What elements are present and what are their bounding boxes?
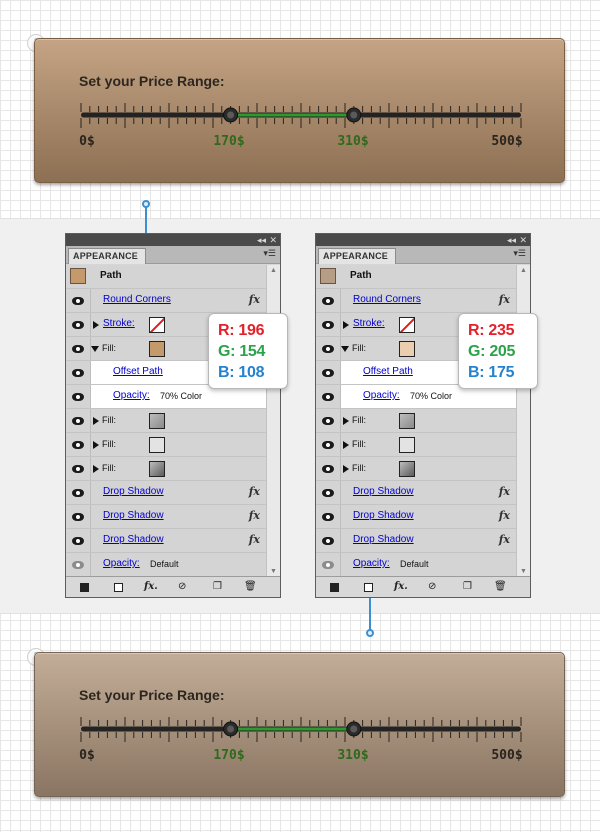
square-icon[interactable]	[114, 583, 123, 592]
clear-icon[interactable]: ⊘	[428, 581, 437, 592]
visibility-eye-icon[interactable]	[72, 345, 84, 353]
appearance-row-round-corners[interactable]	[316, 289, 516, 313]
drop-shadow-link[interactable]: Drop Shadow	[353, 534, 414, 545]
connector-line-left	[145, 205, 147, 235]
path-thumbnail	[70, 268, 86, 284]
collapse-triangle-icon[interactable]	[91, 346, 99, 352]
stroke-none-swatch[interactable]	[399, 317, 415, 333]
visibility-eye-icon[interactable]	[322, 489, 334, 497]
visibility-eye-icon[interactable]	[322, 297, 334, 305]
round-corners-link[interactable]: Round Corners	[353, 294, 421, 305]
expand-triangle-icon[interactable]	[343, 441, 349, 449]
slider-handle-low-inner	[227, 726, 234, 733]
rgb-red-value: R: 196	[218, 322, 265, 339]
close-icon[interactable]: ✕	[269, 235, 277, 245]
visibility-eye-icon[interactable]	[72, 369, 84, 377]
stroke-none-swatch[interactable]	[149, 317, 165, 333]
fill-swatch[interactable]	[399, 341, 415, 357]
appearance-row-fill-4[interactable]	[66, 457, 266, 481]
fill-label: Fill:	[102, 463, 116, 473]
visibility-eye-icon[interactable]	[72, 417, 84, 425]
connector-dot-left	[142, 200, 150, 208]
fill-label: Fill:	[352, 439, 366, 449]
label-min: 0$	[79, 748, 95, 763]
label-low: 170$	[213, 134, 245, 149]
path-thumbnail	[320, 268, 336, 284]
offset-path-link[interactable]: Offset Path	[363, 366, 413, 377]
collapse-icon[interactable]: ◂◂	[506, 235, 516, 245]
price-slider-card-1	[34, 38, 565, 183]
tab-appearance[interactable]: APPEARANCE	[318, 248, 396, 264]
scroll-down-icon[interactable]: ▼	[520, 568, 527, 575]
visibility-eye-icon[interactable]	[322, 465, 334, 473]
appearance-list	[316, 265, 516, 577]
opacity-value: 70% Color	[160, 391, 203, 401]
expand-triangle-icon[interactable]	[93, 465, 99, 473]
appearance-row-drop-shadow-1[interactable]	[66, 481, 266, 505]
opacity-value: 70% Color	[410, 391, 453, 401]
stroke-link[interactable]: Stroke:	[103, 318, 135, 329]
slider-active-range	[231, 728, 354, 731]
fill-swatch[interactable]	[399, 437, 415, 453]
expand-triangle-icon[interactable]	[93, 441, 99, 449]
visibility-eye-icon[interactable]	[322, 417, 334, 425]
new-art-icon[interactable]	[330, 583, 339, 592]
drop-shadow-link[interactable]: Drop Shadow	[353, 486, 414, 497]
expand-triangle-icon[interactable]	[93, 321, 99, 329]
visibility-eye-icon[interactable]	[322, 393, 334, 401]
expand-triangle-icon[interactable]	[343, 465, 349, 473]
drop-shadow-link[interactable]: Drop Shadow	[353, 510, 414, 521]
visibility-eye-icon[interactable]	[72, 297, 84, 305]
opacity-link[interactable]: Opacity:	[113, 390, 150, 401]
slider-handle-high[interactable]	[347, 108, 361, 122]
visibility-eye-icon[interactable]	[72, 393, 84, 401]
visibility-eye-icon[interactable]	[72, 513, 84, 521]
appearance-panel-2	[315, 233, 531, 598]
fill-label: Fill:	[352, 463, 366, 473]
visibility-eye-icon[interactable]	[322, 345, 334, 353]
rgb-blue-value: B: 108	[218, 364, 265, 381]
visibility-eye-icon[interactable]	[322, 441, 334, 449]
clear-icon[interactable]: ⊘	[178, 581, 187, 592]
slider-handle-high-inner	[350, 112, 357, 119]
appearance-row-path[interactable]	[316, 265, 516, 289]
appearance-row-drop-shadow-2[interactable]	[316, 505, 516, 529]
fx-icon[interactable]: fx	[498, 293, 510, 306]
visibility-eye-icon[interactable]	[72, 321, 84, 329]
trash-icon[interactable]: 🗑	[244, 581, 257, 592]
label-high: 310$	[337, 748, 369, 763]
panel-menu-icon[interactable]: ▾☰	[263, 248, 276, 258]
price-slider-card-2	[34, 652, 565, 797]
fx-icon[interactable]: fx	[498, 533, 510, 546]
square-icon[interactable]	[364, 583, 373, 592]
fill-swatch[interactable]	[399, 461, 415, 477]
collapse-icon[interactable]: ◂◂	[256, 235, 266, 245]
path-label: Path	[350, 270, 372, 281]
connector-line-right	[369, 598, 371, 632]
fill-label: Fill:	[102, 439, 116, 449]
fill-label: Fill:	[352, 343, 366, 353]
scroll-down-icon[interactable]: ▼	[270, 568, 277, 575]
appearance-row-round-corners[interactable]	[66, 289, 266, 313]
path-label: Path	[100, 270, 122, 281]
fill-swatch[interactable]	[149, 341, 165, 357]
appearance-list	[66, 265, 266, 577]
fill-swatch[interactable]	[149, 437, 165, 453]
slider-handle-low[interactable]	[224, 722, 238, 736]
fill-swatch[interactable]	[149, 461, 165, 477]
slider-handle-low-inner	[227, 112, 234, 119]
appearance-row-fill-3[interactable]	[66, 433, 266, 457]
panel-titlebar[interactable]	[316, 234, 530, 246]
label-max: 500$	[491, 134, 523, 149]
opacity-link[interactable]: Opacity:	[363, 390, 400, 401]
appearance-panel-1	[65, 233, 281, 598]
slider-ruler[interactable]	[79, 715, 523, 745]
visibility-eye-icon[interactable]	[72, 465, 84, 473]
fx-icon[interactable]: fx	[248, 485, 260, 498]
fx-icon[interactable]: fx	[248, 293, 260, 306]
connector-dot-right	[366, 629, 374, 637]
expand-triangle-icon[interactable]	[93, 417, 99, 425]
appearance-row-drop-shadow-2[interactable]	[66, 505, 266, 529]
tab-appearance[interactable]: APPEARANCE	[68, 248, 146, 264]
rgb-blue-value: B: 175	[468, 364, 515, 381]
slider-handle-high[interactable]	[347, 722, 361, 736]
scroll-up-icon[interactable]: ▲	[270, 267, 277, 274]
panel-tab-row	[66, 246, 280, 264]
label-high: 310$	[337, 134, 369, 149]
opacity-value: Default	[400, 559, 429, 569]
slider-handle-high-inner	[350, 726, 357, 733]
fx-icon[interactable]: fx	[248, 509, 260, 522]
rgb-green-value: G: 154	[218, 343, 266, 360]
panel-footer	[66, 576, 280, 597]
opacity-link[interactable]: Opacity:	[353, 558, 390, 569]
appearance-row-fill-2[interactable]	[66, 409, 266, 433]
offset-path-link[interactable]: Offset Path	[113, 366, 163, 377]
fx-icon[interactable]: fx	[498, 509, 510, 522]
fx-icon[interactable]: fx	[498, 485, 510, 498]
rgb-red-value: R: 235	[468, 322, 515, 339]
appearance-row-fill-4[interactable]	[316, 457, 516, 481]
fx-icon[interactable]: fx	[248, 533, 260, 546]
appearance-row-opacity-bottom[interactable]	[316, 553, 516, 577]
fx-menu-icon[interactable]: fx.	[144, 581, 158, 592]
panel-menu-icon[interactable]: ▾☰	[513, 248, 526, 258]
panel-tab-row	[316, 246, 530, 264]
trash-icon[interactable]: 🗑	[494, 581, 507, 592]
rgb-tooltip-2	[458, 313, 538, 389]
opacity-link[interactable]: Opacity:	[103, 558, 140, 569]
duplicate-icon[interactable]: ❐	[213, 581, 222, 592]
panel-titlebar[interactable]	[66, 234, 280, 246]
visibility-eye-icon[interactable]	[322, 369, 334, 377]
appearance-row-drop-shadow-3[interactable]	[316, 529, 516, 553]
panel-scrollbar[interactable]	[266, 265, 280, 577]
fx-menu-icon[interactable]: fx.	[394, 581, 408, 592]
scroll-up-icon[interactable]: ▲	[520, 267, 527, 274]
label-max: 500$	[491, 748, 523, 763]
slider-active-range	[231, 114, 354, 117]
appearance-row-fill-2[interactable]	[316, 409, 516, 433]
close-icon[interactable]: ✕	[519, 235, 527, 245]
visibility-eye-icon[interactable]	[322, 561, 334, 569]
visibility-eye-icon[interactable]	[322, 513, 334, 521]
visibility-eye-icon[interactable]	[72, 537, 84, 545]
fill-label: Fill:	[352, 415, 366, 425]
stroke-link[interactable]: Stroke:	[353, 318, 385, 329]
panel-scrollbar[interactable]	[516, 265, 530, 577]
duplicate-icon[interactable]: ❐	[463, 581, 472, 592]
panel-footer	[316, 576, 530, 597]
fill-swatch[interactable]	[149, 413, 165, 429]
drop-shadow-link[interactable]: Drop Shadow	[103, 534, 164, 545]
round-corners-link[interactable]: Round Corners	[103, 294, 171, 305]
visibility-eye-icon[interactable]	[322, 537, 334, 545]
drop-shadow-link[interactable]: Drop Shadow	[103, 486, 164, 497]
rgb-green-value: G: 205	[468, 343, 516, 360]
visibility-eye-icon[interactable]	[72, 441, 84, 449]
slider-ruler[interactable]	[79, 101, 523, 131]
fill-label: Fill:	[102, 415, 116, 425]
opacity-value: Default	[150, 559, 179, 569]
visibility-eye-icon[interactable]	[322, 321, 334, 329]
label-min: 0$	[79, 134, 95, 149]
slider-title: Set your Price Range:	[79, 687, 225, 703]
appearance-row-path[interactable]	[66, 265, 266, 289]
rgb-tooltip-1	[208, 313, 288, 389]
slider-handle-low[interactable]	[224, 108, 238, 122]
label-low: 170$	[213, 748, 245, 763]
appearance-row-drop-shadow-1[interactable]	[316, 481, 516, 505]
drop-shadow-link[interactable]: Drop Shadow	[103, 510, 164, 521]
appearance-row-fill-3[interactable]	[316, 433, 516, 457]
slider-title: Set your Price Range:	[79, 73, 225, 89]
appearance-row-opacity-bottom[interactable]	[66, 553, 266, 577]
expand-triangle-icon[interactable]	[343, 417, 349, 425]
appearance-row-drop-shadow-3[interactable]	[66, 529, 266, 553]
visibility-eye-icon[interactable]	[72, 561, 84, 569]
fill-swatch[interactable]	[399, 413, 415, 429]
expand-triangle-icon[interactable]	[343, 321, 349, 329]
visibility-eye-icon[interactable]	[72, 489, 84, 497]
new-art-icon[interactable]	[80, 583, 89, 592]
fill-label: Fill:	[102, 343, 116, 353]
collapse-triangle-icon[interactable]	[341, 346, 349, 352]
